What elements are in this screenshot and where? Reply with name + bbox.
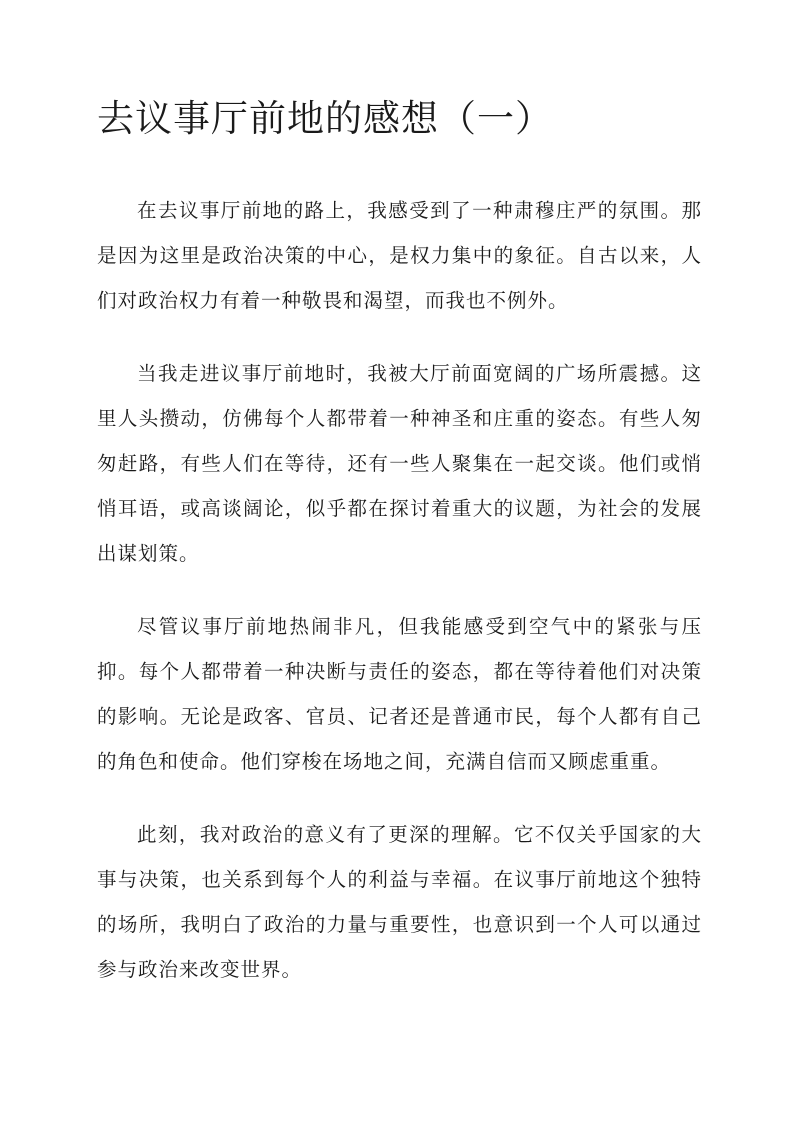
document-body	[97, 188, 702, 1020]
paragraph-1: 在去议事厅前地的路上，我感受到了一种肃穆庄严的氛围。那是因为这里是政治决策的中心，是权力集中的象征。自古以来，人们对政治权力有着一种敬畏和渴望，而我也不例外。	[97, 199, 702, 312]
page-title: 去议事厅前地的感想（一）	[97, 97, 553, 140]
paragraph-2: 当我走进议事厅前地时，我被大厅前面宽阔的广场所震撼。这里人头攒动，仿佛每个人都带着一种神圣和庄重的姿态。有些人匆匆赶路，有些人们在等待，还有一些人聚集在一起交谈。他们或悄悄耳语，或高谈阔论，似乎都在探讨着重大的议题，为社会的发展出谋划策。	[97, 362, 702, 565]
paragraph-3: 尽管议事厅前地热闹非凡，但我能感受到空气中的紧张与压抑。每个人都带着一种决断与责任的姿态，都在等待着他们对决策的影响。无论是政客、官员、记者还是普通市民，每个人都有自己的角色和使命。他们穿梭在场地之间，充满自信而又顾虑重重。	[97, 615, 702, 773]
paragraph-4: 此刻，我对政治的意义有了更深的理解。它不仅关乎国家的大事与决策，也关系到每个人的利益与幸福。在议事厅前地这个独特的场所，我明白了政治的力量与重要性，也意识到一个人可以通过参与政治来改变世界。	[97, 823, 702, 981]
